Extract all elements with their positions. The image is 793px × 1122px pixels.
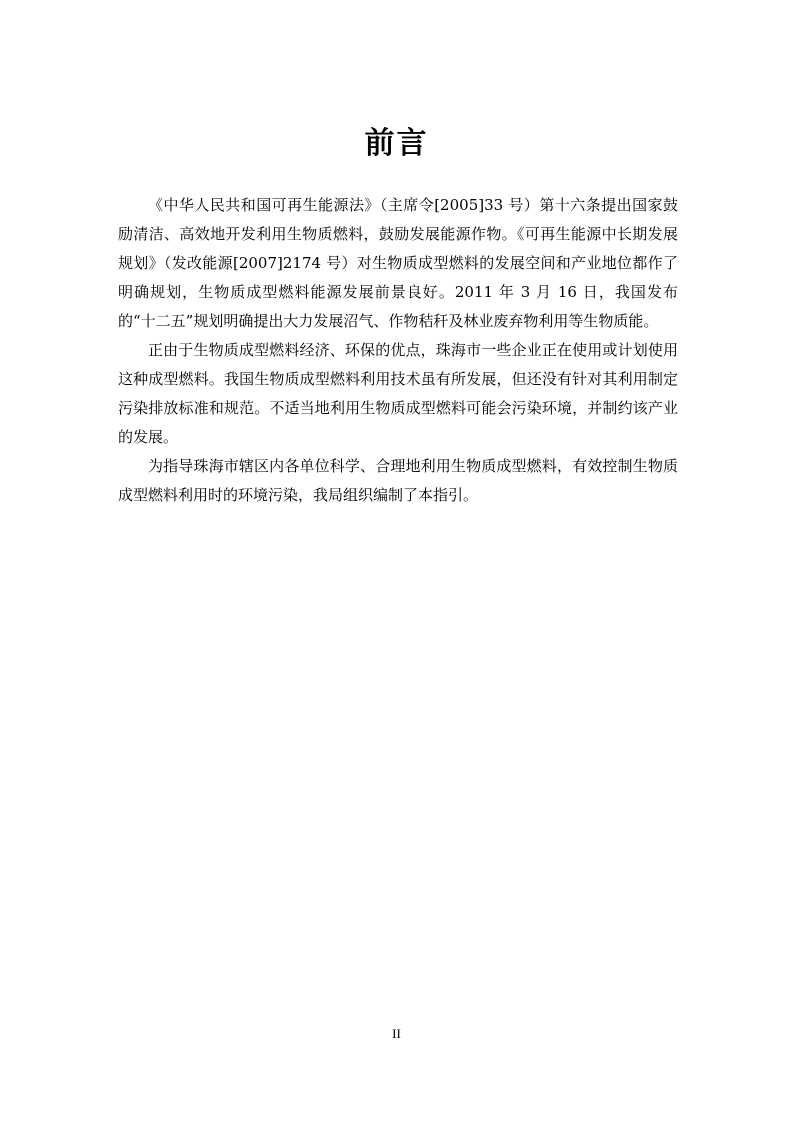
page-number: II [392, 1026, 401, 1041]
body-text [118, 191, 678, 510]
paragraph-3: 为指导珠海市辖区内各单位科学、合理地利用生物质成型燃料，有效控制生物质成型燃料利用时的环境污染，我局组织编制了本指引。 [118, 457, 678, 504]
paragraph-2: 正由于生物质成型燃料经济、环保的优点，珠海市一些企业正在使用或计划使用这种成型燃料。我国生物质成型燃料利用技术虽有所发展，但还没有针对其利用制定污染排放标准和规范。不适当地利用生物质成型燃料可能会污染环境，并制约该产业的发展。 [118, 341, 678, 446]
paragraph-1: 《中华人民共和国可再生能源法》（主席令[2005]33 号）第十六条提出国家鼓励清洁、高效地开发利用生物质燃料，鼓励发展能源作物。《可再生能源中长期发展规划》（发改能源[2007]2174 号）对生物质成型燃料的发展空间和产业地位都作了明确规划，生物质成型燃料能源发展前景良好。2011 年 3 月 16 日，我国发布的“十二五”规划明确提出大力发展沼气、作物秸秆及林业废弃物利用等生物质能。 [118, 196, 678, 330]
page-title: 前言 [364, 126, 429, 161]
